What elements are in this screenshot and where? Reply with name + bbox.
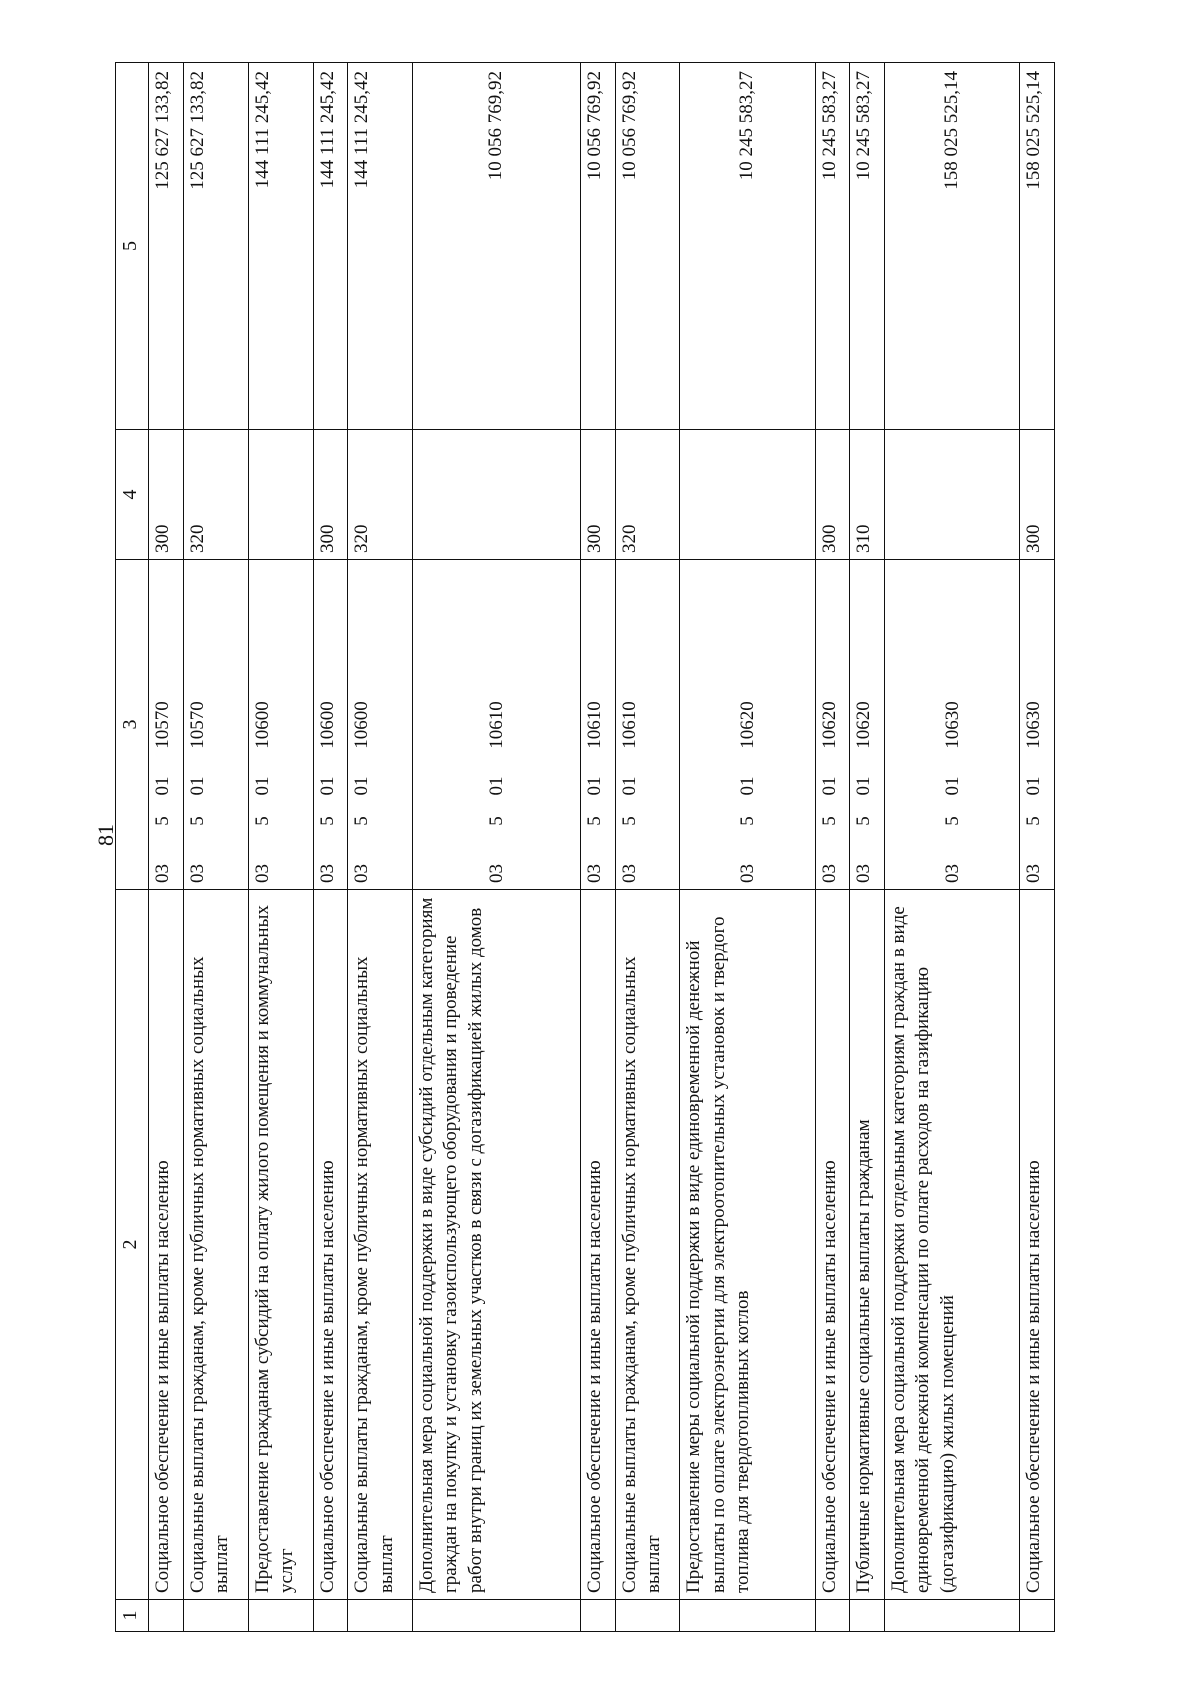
table-row: [348, 63, 413, 1632]
code-k3: 01: [1023, 776, 1045, 796]
code-k3: 01: [853, 776, 875, 796]
table-row: [183, 63, 248, 1632]
code-k4: 10630: [942, 701, 963, 749]
code-k1: 03: [618, 864, 640, 883]
row-amount: 10 056 769,92: [580, 63, 615, 430]
code-k3: 01: [486, 776, 508, 796]
row-name: Социальное обеспечение и иные выплаты населению: [313, 890, 348, 1600]
budget-table: [115, 62, 1055, 1632]
page-number: 81: [93, 824, 118, 846]
row-amount: 125 627 133,82: [149, 63, 184, 430]
row-expense-type: [248, 430, 313, 560]
code-k3: 01: [316, 776, 338, 796]
code-k4: 10570: [152, 701, 174, 749]
code-k1: 03: [486, 864, 508, 883]
row-number: [580, 1600, 615, 1632]
code-k1: 03: [316, 864, 338, 883]
code-k2: 5: [818, 816, 840, 826]
row-code: [580, 560, 615, 890]
header-col-4: 4: [116, 430, 149, 560]
row-name: Социальные выплаты гражданам, кроме публичных нормативных социальных выплат: [615, 890, 680, 1600]
row-expense-type: 300: [1020, 430, 1055, 560]
code-group: [885, 560, 1019, 889]
code-k2: 5: [251, 816, 273, 826]
row-number: [885, 1600, 1020, 1632]
row-number: [850, 1600, 885, 1632]
code-k1: 03: [186, 864, 208, 883]
row-name: Предоставление гражданам субсидий на оплату жилого помещения и коммунальных услуг: [248, 890, 313, 1600]
row-number: [815, 1600, 850, 1632]
code-k2: 5: [1023, 816, 1045, 826]
row-amount: 10 056 769,92: [413, 63, 581, 430]
code-k2: 5: [152, 816, 174, 826]
row-code: [1020, 560, 1055, 890]
budget-table-rotated: [115, 62, 1055, 1632]
code-k4: 10600: [251, 701, 273, 749]
code-k2: 5: [351, 816, 373, 826]
code-k4: 10620: [853, 701, 875, 749]
code-k2: 5: [583, 816, 605, 826]
row-expense-type: 320: [183, 430, 248, 560]
row-name: Социальное обеспечение и иные выплаты населению: [1020, 890, 1055, 1600]
code-group: [581, 560, 615, 889]
row-number: [615, 1600, 680, 1632]
code-k1: 03: [152, 864, 174, 883]
row-expense-type: 300: [580, 430, 615, 560]
code-k4: 10610: [583, 701, 605, 749]
row-expense-type: 320: [615, 430, 680, 560]
row-code: [680, 560, 815, 890]
row-name: Социальное обеспечение и иные выплаты населению: [815, 890, 850, 1600]
row-name: Дополнительная мера социальной поддержки отдельным категориям граждан в виде единовременной денежной компенсации по оплате расходов на газификацию (догазификацию) жилых помещений: [885, 890, 1020, 1600]
code-k2: 5: [737, 816, 759, 826]
header-col-3: 3: [116, 560, 149, 890]
code-k1: 03: [583, 864, 605, 883]
row-name: Социальное обеспечение и иные выплаты населению: [149, 890, 184, 1600]
row-expense-type: [413, 430, 581, 560]
code-k3: 01: [351, 776, 373, 796]
code-group: [616, 560, 680, 889]
table-row: [885, 63, 1020, 1632]
row-code: [149, 560, 184, 890]
table-row: [149, 63, 184, 1632]
table-row: [680, 63, 815, 1632]
row-number: [149, 1600, 184, 1632]
row-expense-type: 300: [313, 430, 348, 560]
row-code: [615, 560, 680, 890]
header-row: [116, 63, 149, 1632]
row-amount: 10 245 583,27: [815, 63, 850, 430]
row-code: [313, 560, 348, 890]
code-group: [149, 560, 183, 889]
code-group: [680, 560, 814, 889]
row-number: [680, 1600, 815, 1632]
code-k1: 03: [251, 864, 273, 883]
row-amount: 158 025 525,14: [1020, 63, 1055, 430]
row-amount: 144 111 245,42: [248, 63, 313, 430]
row-number: [348, 1600, 413, 1632]
row-code: [850, 560, 885, 890]
table-row: [615, 63, 680, 1632]
code-k3: 01: [152, 776, 174, 796]
code-group: [816, 560, 850, 889]
row-number: [413, 1600, 581, 1632]
code-k2: 5: [316, 816, 338, 826]
row-name: Публичные нормативные социальные выплаты гражданам: [850, 890, 885, 1600]
code-k1: 03: [351, 864, 373, 883]
code-k3: 01: [251, 776, 273, 796]
row-number: [313, 1600, 348, 1632]
row-expense-type: [680, 430, 815, 560]
row-expense-type: 300: [815, 430, 850, 560]
code-k1: 03: [942, 864, 963, 883]
code-k4: 10620: [818, 701, 840, 749]
row-name: Дополнительная мера социальной поддержки в виде субсидий отдельным категориям граждан на покупку и установку газоиспользующего оборудования и проведение работ внутри границ их земельных участков в связи с догазификацией жилых домов: [413, 890, 581, 1600]
code-k4: 10620: [737, 701, 759, 749]
row-code: [348, 560, 413, 890]
table-row: [1020, 63, 1055, 1632]
code-k2: 5: [942, 816, 963, 826]
code-k4: 10610: [486, 701, 508, 749]
row-number: [183, 1600, 248, 1632]
row-expense-type: 310: [850, 430, 885, 560]
row-expense-type: 300: [149, 430, 184, 560]
code-k3: 01: [942, 776, 963, 796]
code-k4: 10570: [186, 701, 208, 749]
row-code: [885, 560, 1020, 890]
code-k4: 10600: [316, 701, 338, 749]
row-amount: 144 111 245,42: [313, 63, 348, 430]
header-col-2: 2: [116, 890, 149, 1600]
row-amount: 144 111 245,42: [348, 63, 413, 430]
header-col-1: 1: [116, 1600, 149, 1632]
code-k4: 10630: [1023, 701, 1045, 749]
row-amount: 10 245 583,27: [680, 63, 815, 430]
code-k2: 5: [618, 816, 640, 826]
code-k4: 10600: [351, 701, 373, 749]
code-k3: 01: [583, 776, 605, 796]
row-expense-type: 320: [348, 430, 413, 560]
code-group: [314, 560, 348, 889]
row-code: [183, 560, 248, 890]
code-group: [249, 560, 313, 889]
code-k1: 03: [818, 864, 840, 883]
row-expense-type: [885, 430, 1020, 560]
code-k4: 10610: [618, 701, 640, 749]
row-number: [248, 1600, 313, 1632]
table-row: [850, 63, 885, 1632]
row-code: [248, 560, 313, 890]
code-k3: 01: [186, 776, 208, 796]
row-code: [815, 560, 850, 890]
code-group: [348, 560, 412, 889]
code-k3: 01: [818, 776, 840, 796]
code-group: [850, 560, 884, 889]
header-col-5: 5: [116, 63, 149, 430]
row-name: Социальные выплаты гражданам, кроме публичных нормативных социальных выплат: [183, 890, 248, 1600]
row-number: [1020, 1600, 1055, 1632]
code-k3: 01: [737, 776, 759, 796]
table-row: [248, 63, 313, 1632]
row-amount: 10 245 583,27: [850, 63, 885, 430]
code-group: [413, 560, 580, 889]
code-k3: 01: [618, 776, 640, 796]
table-row: [413, 63, 581, 1632]
code-k2: 5: [486, 816, 508, 826]
row-amount: 158 025 525,14: [885, 63, 1020, 430]
table-row: [313, 63, 348, 1632]
code-k1: 03: [853, 864, 875, 883]
row-name: Предоставление меры социальной поддержки в виде единовременной денежной выплаты по оплате электроэнергии для электроотопительных установок и твердого топлива для твердотопливных котлов: [680, 890, 815, 1600]
code-k1: 03: [1023, 864, 1045, 883]
code-group: [184, 560, 248, 889]
row-amount: 10 056 769,92: [615, 63, 680, 430]
table-row: [815, 63, 850, 1632]
table-row: [580, 63, 615, 1632]
code-k2: 5: [186, 816, 208, 826]
row-code: [413, 560, 581, 890]
row-name: Социальное обеспечение и иные выплаты населению: [580, 890, 615, 1600]
row-name: Социальные выплаты гражданам, кроме публичных нормативных социальных выплат: [348, 890, 413, 1600]
code-k2: 5: [853, 816, 875, 826]
code-group: [1020, 560, 1054, 889]
code-k1: 03: [737, 864, 759, 883]
row-amount: 125 627 133,82: [183, 63, 248, 430]
